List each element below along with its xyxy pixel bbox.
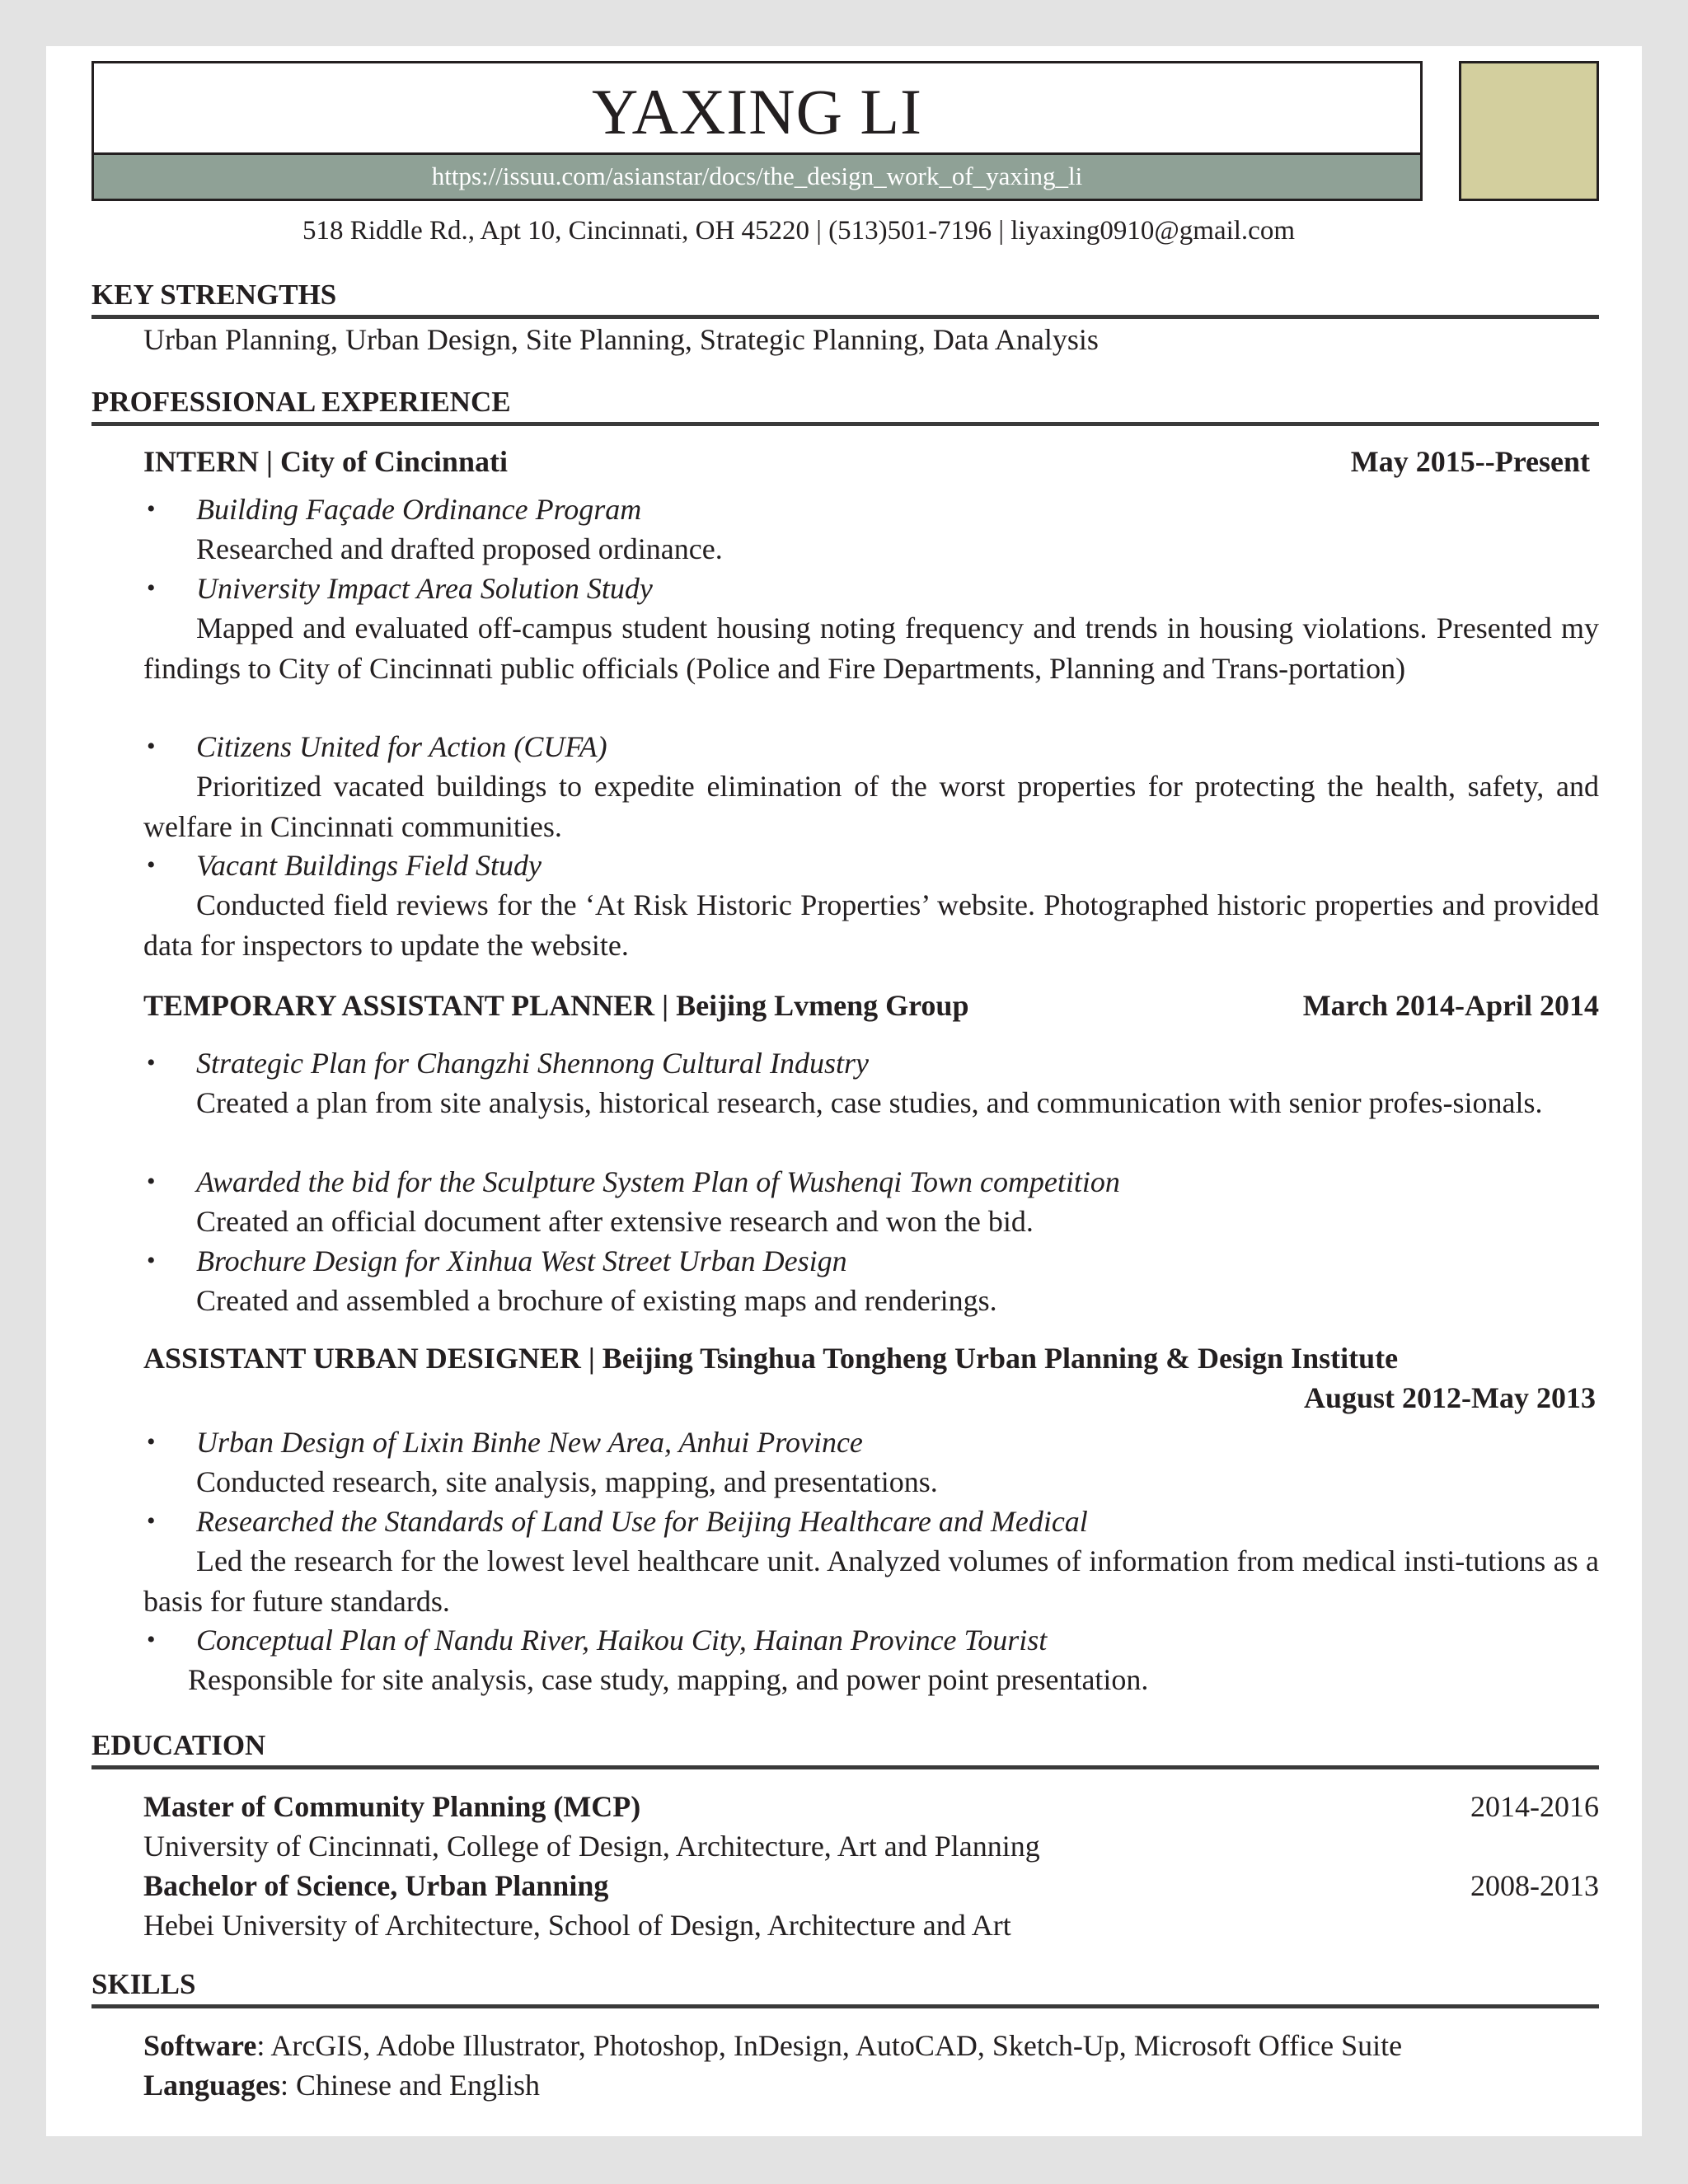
bullet-icon: •: [147, 733, 156, 760]
section-professional-experience: PROFESSIONAL EXPERIENCE: [91, 384, 1599, 426]
job-role: ASSISTANT URBAN DESIGNER | Beijing Tsinghua Tongheng Urban Planning & Design Institute: [143, 1342, 1399, 1375]
project-description: Responsible for site analysis, case study, mapping, and power point presentation.: [188, 1663, 1149, 1696]
project-title: Researched the Standards of Land Use for Beijing Healthcare and Medical: [196, 1505, 1088, 1538]
project-title: Building Façade Ordinance Program: [196, 493, 642, 526]
project-title: University Impact Area Solution Study: [196, 572, 653, 605]
bullet-icon: •: [147, 851, 156, 879]
degree-years: 2008-2013: [1470, 1869, 1599, 1902]
job-dates: May 2015--Present: [1350, 445, 1590, 478]
project-description: Researched and drafted proposed ordinance.: [196, 532, 723, 565]
degree-row: [143, 1866, 1599, 1905]
school-name: University of Cincinnati, College of Design, Architecture, Art and Planning: [143, 1830, 1040, 1863]
job-title-row: [143, 986, 1599, 1025]
project-title: Conceptual Plan of Nandu River, Haikou City, Hainan Province Tourist: [196, 1624, 1048, 1657]
bullet-icon: •: [147, 495, 156, 523]
job-title-row: [143, 1338, 1599, 1418]
section-skills: SKILLS: [91, 1966, 1599, 2008]
bullet-icon: •: [147, 1049, 156, 1076]
bullet-icon: •: [147, 1247, 156, 1274]
job-role: INTERN | City of Cincinnati: [143, 445, 508, 478]
language-skills: [143, 2065, 1599, 2105]
candidate-name: YAXING LI: [591, 76, 923, 148]
project-title: Citizens United for Action (CUFA): [196, 730, 607, 763]
project-title: Brochure Design for Xinhua West Street Urban Design: [196, 1244, 847, 1277]
job-title-row: [143, 442, 1590, 481]
languages-label: Languages: [143, 2069, 281, 2102]
degree-name: Bachelor of Science, Urban Planning: [143, 1869, 609, 1902]
contact-info: 518 Riddle Rd., Apt 10, Cincinnati, OH 45220 | (513)501-7196 | liyaxing0910@gmail.com: [302, 216, 1296, 246]
software-list: : ArcGIS, Adobe Illustrator, Photoshop, InDesign, AutoCAD, Sketch-Up, Microsoft Office Suite: [256, 2029, 1403, 2062]
bullet-icon: •: [147, 1507, 156, 1535]
section-key-strengths: KEY STRENGTHS: [91, 277, 1599, 319]
software-skills: [143, 2026, 1599, 2065]
degree-years: 2014-2016: [1470, 1790, 1599, 1823]
photo-placeholder: [1459, 61, 1599, 201]
degree-row: [143, 1787, 1599, 1826]
project-description: Prioritized vacated buildings to expedite elimination of the worst properties for protecting the health, safety, and welfare in Cincinnati communities.: [143, 770, 1599, 843]
project-description: Created and assembled a brochure of existing maps and renderings.: [196, 1284, 997, 1317]
project-title: Vacant Buildings Field Study: [196, 849, 542, 882]
bullet-icon: •: [147, 1428, 156, 1455]
key-strengths-text: Urban Planning, Urban Design, Site Planning, Strategic Planning, Data Analysis: [143, 323, 1099, 356]
languages-list: : Chinese and English: [280, 2069, 541, 2102]
section-education: EDUCATION: [91, 1727, 1599, 1769]
project-description: Created an official document after extensive research and won the bid.: [196, 1205, 1034, 1238]
job-dates: March 2014-April 2014: [1302, 989, 1599, 1022]
project-description: Mapped and evaluated off-campus student housing noting frequency and trends in housing violations. Presented my findings to City of Cincinnati public officials (Police and Fire Departments, Planning and Trans-portation): [143, 612, 1599, 685]
name-header-box: [91, 61, 1423, 201]
bullet-icon: •: [147, 1168, 156, 1195]
software-label: Software: [143, 2029, 257, 2062]
project-description: Led the research for the lowest level healthcare unit. Analyzed volumes of information from medical insti-tutions as a basis for future standards.: [143, 1544, 1599, 1618]
job-role: TEMPORARY ASSISTANT PLANNER | Beijing Lvmeng Group: [143, 989, 969, 1022]
project-title: Urban Design of Lixin Binhe New Area, Anhui Province: [196, 1426, 863, 1459]
project-description: Conducted field reviews for the ‘At Risk Historic Properties’ website. Photographed historic properties and provided data for inspectors to update the website.: [143, 888, 1599, 962]
job-dates: August 2012-May 2013: [1303, 1381, 1596, 1414]
project-title: Strategic Plan for Changzhi Shennong Cultural Industry: [196, 1047, 869, 1080]
project-title: Awarded the bid for the Sculpture System Plan of Wushenqi Town competition: [196, 1165, 1120, 1198]
school-name: Hebei University of Architecture, School of Design, Architecture and Art: [143, 1909, 1011, 1942]
project-description: Conducted research, site analysis, mapping, and presentations.: [196, 1465, 938, 1498]
portfolio-url[interactable]: https://issuu.com/asianstar/docs/the_design_work_of_yaxing_li: [94, 152, 1420, 199]
bullet-icon: •: [147, 1626, 156, 1653]
bullet-icon: •: [147, 574, 156, 602]
project-description: Created a plan from site analysis, historical research, case studies, and communication with senior profes-sionals.: [196, 1086, 1543, 1119]
degree-name: Master of Community Planning (MCP): [143, 1790, 641, 1823]
